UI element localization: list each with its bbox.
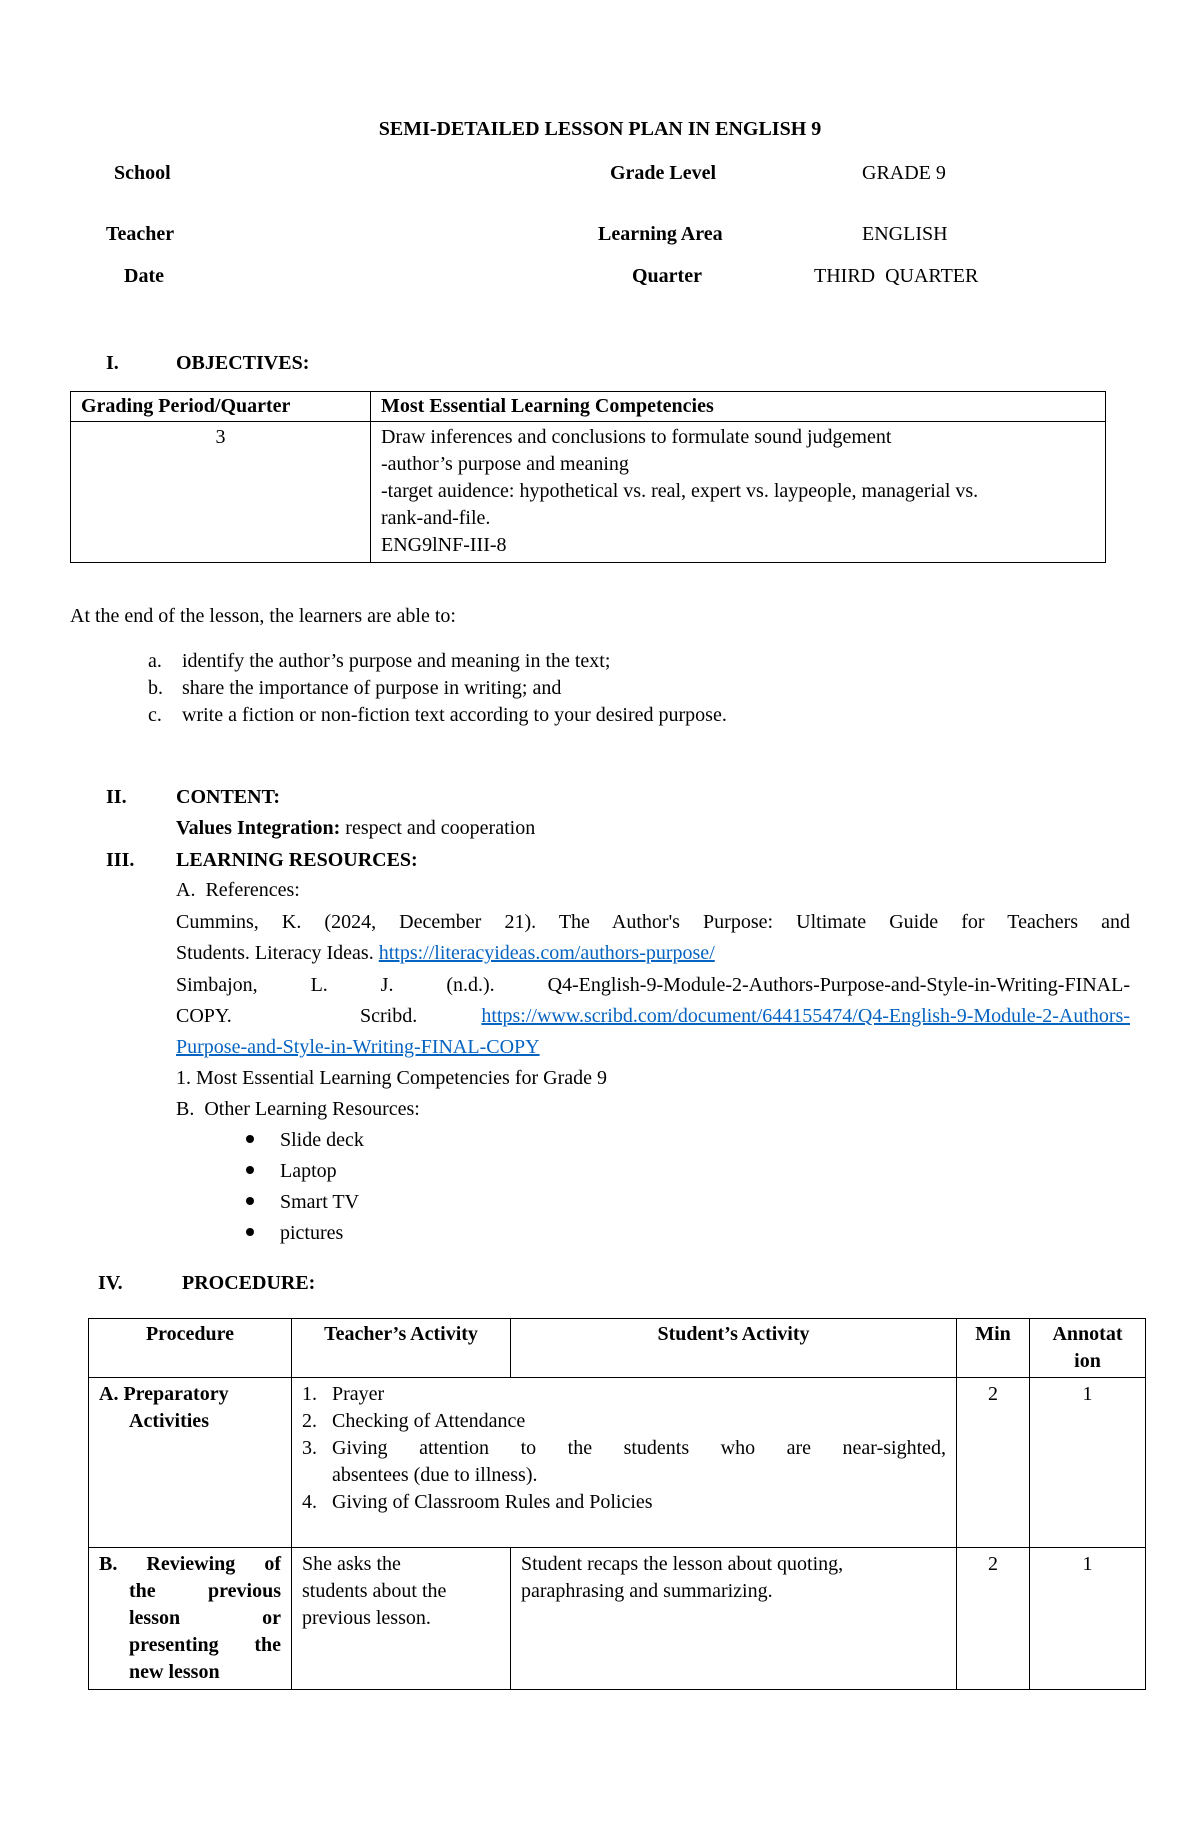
bullet-icon bbox=[246, 1197, 254, 1205]
reference-2-source: COPY. Scribd. bbox=[176, 1005, 482, 1027]
learning-area-value: ENGLISH bbox=[862, 223, 948, 245]
grade-level-label: Grade Level bbox=[610, 162, 717, 184]
competency-line: rank-and-file. bbox=[381, 507, 491, 529]
reference-1-source: Students. Literacy Ideas. bbox=[176, 942, 379, 964]
reference-1-link[interactable]: https://literacyideas.com/authors-purpose/ bbox=[378, 942, 715, 964]
list-item: 2. Checking of Attendance bbox=[302, 1410, 526, 1432]
procedure-table bbox=[88, 1318, 1146, 1690]
objective-letter: b. bbox=[148, 677, 163, 699]
bullet-icon bbox=[246, 1166, 254, 1174]
procedure-label-a: A. Preparatory Activities bbox=[89, 1378, 292, 1548]
date-label: Date bbox=[124, 265, 164, 287]
bullet-icon bbox=[246, 1135, 254, 1143]
school-label: School bbox=[114, 162, 171, 184]
list-item: 4. Giving of Classroom Rules and Policies bbox=[302, 1491, 653, 1513]
annotation-cell: 1 bbox=[1030, 1378, 1146, 1548]
melc-reference: 1. Most Essential Learning Competencies for Grade 9 bbox=[176, 1067, 607, 1089]
references-label: A. References: bbox=[176, 879, 300, 901]
list-item: 1. Prayer bbox=[302, 1383, 385, 1405]
preparatory-activities-list bbox=[292, 1378, 957, 1548]
teacher-label: Teacher bbox=[106, 223, 175, 245]
objectives-table bbox=[70, 391, 1106, 563]
reference-1-line-1: Cummins, K. (2024, December 21). The Author's Purpose: Ultimate Guide for Teachers and bbox=[176, 911, 1130, 933]
resources-heading: LEARNING RESOURCES: bbox=[176, 849, 418, 871]
min-cell: 2 bbox=[957, 1548, 1030, 1690]
grade-level-value: GRADE 9 bbox=[862, 162, 946, 184]
page-title: SEMI-DETAILED LESSON PLAN IN ENGLISH 9 bbox=[378, 118, 822, 140]
other-resources-label: B. Other Learning Resources: bbox=[176, 1098, 420, 1120]
objectives-numeral: I. bbox=[106, 352, 119, 374]
competency-line: -target auidence: hypothetical vs. real, expert vs. laypeople, managerial vs. bbox=[381, 480, 979, 502]
procedure-heading: PROCEDURE: bbox=[182, 1272, 316, 1294]
values-text: respect and cooperation bbox=[340, 817, 536, 839]
procedure-col-header: Procedure bbox=[89, 1319, 292, 1378]
teacher-activity-cell: She asks the students about the previous lesson. bbox=[292, 1548, 511, 1690]
reference-2-link[interactable]: https://www.scribd.com/document/644155474/Q4-English-9-Module-2-Authors- bbox=[481, 1005, 1130, 1027]
resource-bullet-item: Smart TV bbox=[246, 1189, 359, 1216]
reference-2-line-2 bbox=[176, 1003, 1130, 1030]
teacher-activity-header: Teacher’s Activity bbox=[292, 1319, 511, 1378]
values-integration bbox=[176, 815, 535, 842]
objective-letter: c. bbox=[148, 704, 162, 726]
min-cell: 2 bbox=[957, 1378, 1030, 1548]
content-numeral: II. bbox=[106, 786, 127, 808]
objective-item: write a fiction or non-fiction text according to your desired purpose. bbox=[182, 704, 727, 726]
competencies-header: Most Essential Learning Competencies bbox=[371, 392, 1106, 422]
reference-1-line-2 bbox=[176, 940, 715, 967]
quarter-label: Quarter bbox=[632, 265, 702, 287]
resource-bullet-item: Slide deck bbox=[246, 1127, 364, 1154]
reference-2-line-1: Simbajon, L. J. (n.d.). Q4-English-9-Module-2-Authors-Purpose-and-Style-in-Writing-FINAL- bbox=[176, 974, 1130, 996]
quarter-cell: 3 bbox=[71, 422, 371, 563]
objective-item: share the importance of purpose in writing; and bbox=[182, 677, 562, 699]
objectives-intro: At the end of the lesson, the learners are able to: bbox=[70, 605, 456, 627]
grading-period-header: Grading Period/Quarter bbox=[71, 392, 371, 422]
resource-bullet-item: pictures bbox=[246, 1220, 343, 1247]
procedure-label-b: B. Reviewing of the previous lesson or presenting the new lesson bbox=[89, 1548, 292, 1690]
competency-line: Draw inferences and conclusions to formulate sound judgement bbox=[381, 426, 892, 448]
student-activity-header: Student’s Activity bbox=[511, 1319, 957, 1378]
annotation-header: Annotat ion bbox=[1030, 1319, 1146, 1378]
content-heading: CONTENT: bbox=[176, 786, 281, 808]
procedure-numeral: IV. bbox=[98, 1272, 123, 1294]
quarter-value: THIRD QUARTER bbox=[814, 265, 979, 287]
resource-bullet-item: Laptop bbox=[246, 1158, 337, 1185]
annotation-cell: 1 bbox=[1030, 1548, 1146, 1690]
values-label: Values Integration: bbox=[176, 817, 341, 839]
reference-2-link-continued[interactable]: Purpose-and-Style-in-Writing-FINAL-COPY bbox=[176, 1036, 540, 1058]
resources-numeral: III. bbox=[106, 849, 135, 871]
competencies-cell bbox=[371, 422, 1106, 563]
objective-item: identify the author’s purpose and meaning in the text; bbox=[182, 650, 611, 672]
competency-line: -author’s purpose and meaning bbox=[381, 453, 629, 475]
list-item: 3. Giving attention to the students who are near-sighted, absentees (due to illness). bbox=[302, 1437, 946, 1486]
objective-letter: a. bbox=[148, 650, 162, 672]
bullet-icon bbox=[246, 1228, 254, 1236]
student-activity-cell: Student recaps the lesson about quoting, paraphrasing and summarizing. bbox=[511, 1548, 957, 1690]
min-header: Min bbox=[957, 1319, 1030, 1378]
competency-code: ENG9lNF-III-8 bbox=[381, 534, 507, 556]
objectives-heading: OBJECTIVES: bbox=[176, 352, 310, 374]
learning-area-label: Learning Area bbox=[598, 223, 723, 245]
